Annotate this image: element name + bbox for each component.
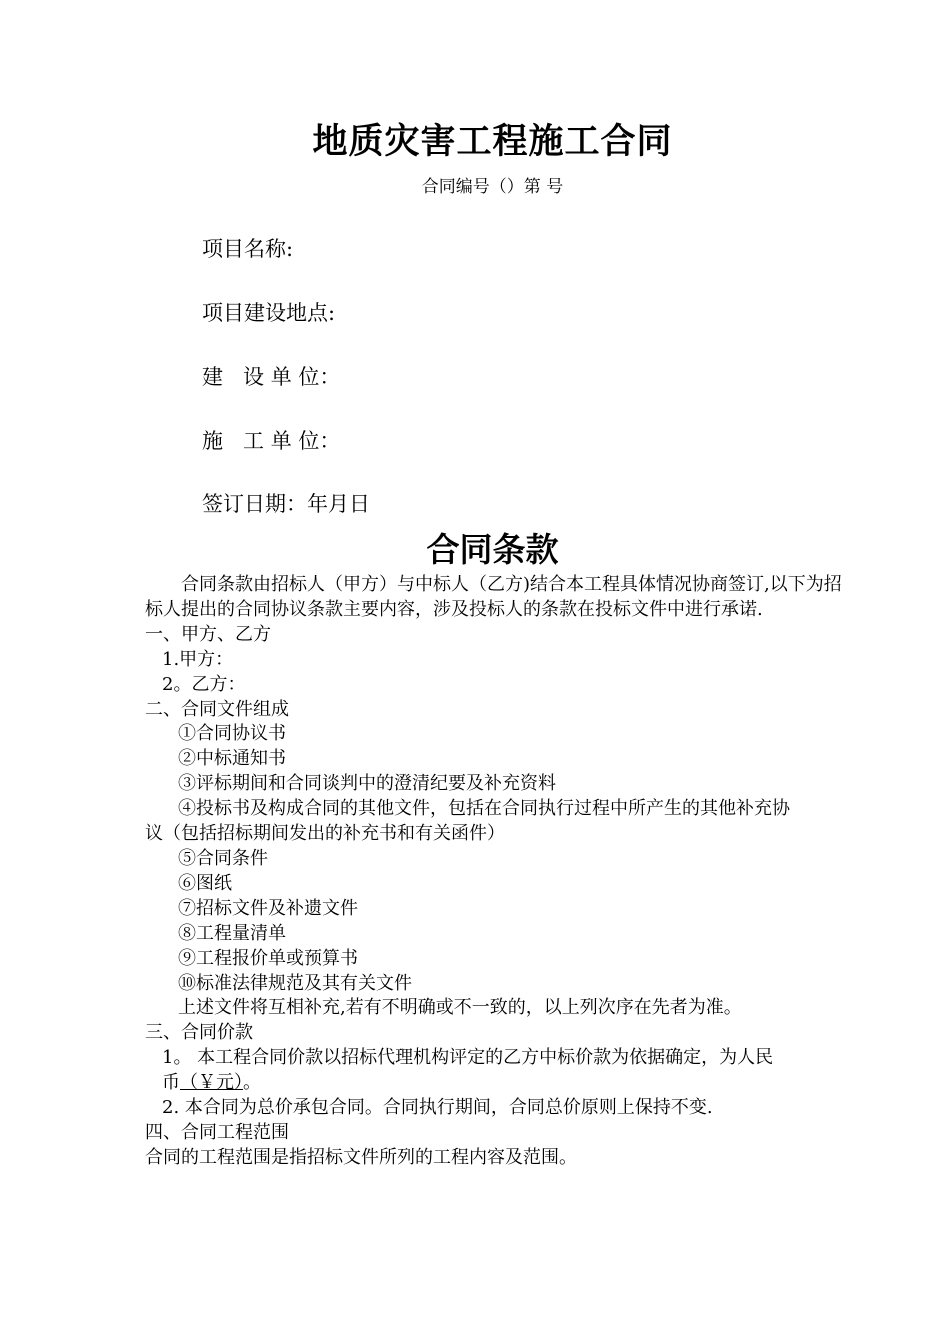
field-construction-unit: 建 设 单 位： <box>202 365 341 389</box>
field-project-location: 项目建设地点: <box>202 301 336 325</box>
field-sign-date: 签订日期：年月日 <box>202 492 370 516</box>
section-heading-3: 三、合同价款 <box>145 1022 253 1044</box>
list-item: 1.甲方： <box>162 648 234 670</box>
list-item-continuation: 议（包括招标期间发出的补充书和有关函件） <box>145 823 505 845</box>
intro-paragraph: 合同条款由招标人（甲方）与中标人（乙方)结合本工程具体情况协商签订,以下为招标人提出的合同协议条款主要内容，涉及投标人的条款在投标文件中进行承诺. <box>145 574 842 620</box>
section-heading-4: 四、合同工程范围 <box>145 1121 289 1143</box>
section-heading-1: 一、甲方、乙方 <box>145 623 271 645</box>
list-item: ⑩标准法律规范及其有关文件 <box>178 972 412 994</box>
list-item: ⑥图纸 <box>178 872 232 894</box>
field-contractor-unit: 施 工 单 位： <box>202 429 341 453</box>
currency-suffix: 。 <box>243 1072 261 1094</box>
list-item: ①合同协议书 <box>178 723 286 745</box>
list-item: 2。乙方： <box>162 673 246 695</box>
list-item-continuation <box>145 1071 845 1096</box>
list-item: ②中标通知书 <box>178 748 286 770</box>
section-heading-2: 二、合同文件组成 <box>145 698 289 720</box>
section-text: 合同的工程范围是指招标文件所列的工程内容及范围。 <box>145 1146 577 1168</box>
contract-number: 合同编号（）第 号 <box>421 177 564 197</box>
list-item: ④投标书及构成合同的其他文件，包括在合同执行过程中所产生的其他补充协 <box>178 798 790 820</box>
list-item: ⑦招标文件及补遗文件 <box>178 897 358 919</box>
list-note: 上述文件将互相补充,若有不明确或不一致的，以上列次序在先者为准。 <box>178 997 742 1019</box>
contract-price-blank: （￥元） <box>180 1072 243 1094</box>
list-item: ⑧工程量清单 <box>178 922 286 944</box>
field-project-name: 项目名称: <box>202 237 294 261</box>
list-item: ⑨工程报价单或预算书 <box>178 947 358 969</box>
list-item: ③评标期间和合同谈判中的澄清纪要及补充资料 <box>178 773 556 795</box>
list-item: 1。 本工程合同价款以招标代理机构评定的乙方中标价款为依据确定，为人民 <box>162 1047 774 1069</box>
list-item: 2. 本合同为总价承包合同。合同执行期间，合同总价原则上保持不变. <box>162 1097 713 1119</box>
clauses-title: 合同条款 <box>426 530 559 569</box>
list-item: ⑤合同条件 <box>178 847 268 869</box>
document-title: 地质灾害工程施工合同 <box>312 121 673 162</box>
currency-prefix: 币 <box>162 1072 180 1094</box>
clauses-body <box>145 573 845 1171</box>
